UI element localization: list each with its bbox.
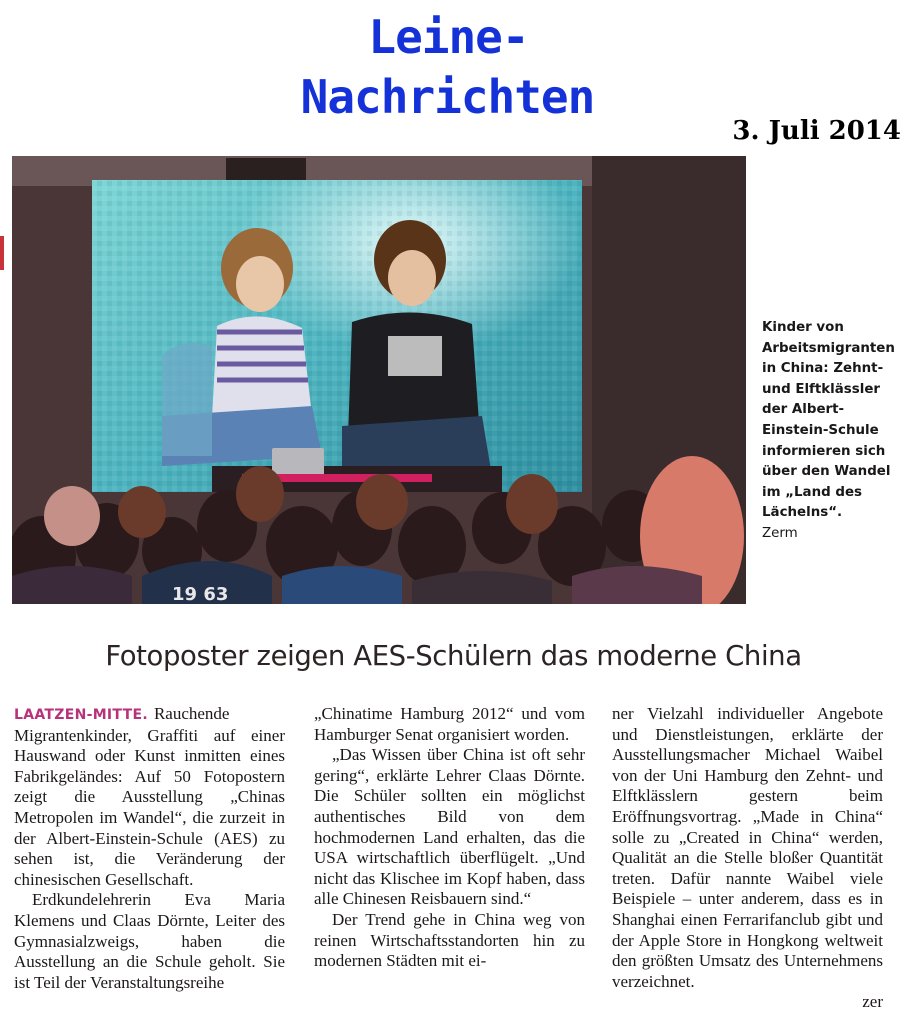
edge-marker xyxy=(0,236,4,270)
article-headline: Fotoposter zeigen AES-Schülern das moderne China xyxy=(105,640,802,672)
article-column-1 xyxy=(14,704,285,993)
paragraph xyxy=(14,704,285,890)
caption-text: Kinder von Arbeitsmigranten in China: Zehnt- und Elftklässler der Albert-Einstein-Schule informieren sich über den Wandel im „Land des Lächelns“. xyxy=(762,320,895,521)
publication-date: 3. Juli 2014 xyxy=(732,116,901,146)
paragraph-text: Rauchende Migrantenkinder, Graffiti auf einer Hauswand oder Kunst inmitten eines Fabrikgeländes: Auf 50 Fotopostern zeigt die Ausstellung „Chinas Metropolen im Wandel“, die zurzeit in der Albert-Einstein-Schule (AES) zu sehen ist, die Veränderung der chinesischen Gesellschaft. xyxy=(14,704,285,889)
masthead-line-2: Nachrichten xyxy=(300,70,595,124)
article-column-2 xyxy=(314,704,585,972)
paragraph: ner Vielzahl individueller Angebote und Dienstleistungen, erklärte der Ausstellungsmacher Michael Waibel von der Uni Hamburg den Zehnt- und Elftklässlern gestern beim Eröffnungsvortrag. „Made in China“ solle zu „Created in China“ werden, Qualität an die Stelle bloßer Quantität treten. Dafür nannte Waibel viele Beispiele – unter anderem, dass es in Shanghai einen Ferrarifanclub gibt und der Apple Store in Hongkong weltweit den größten Umsatz des Unternehmens verzeichnet. xyxy=(612,704,883,991)
paragraph: Erdkundelehrerin Eva Maria Klemens und Claas Dörnte, Leiter des Gymnasialzweigs, haben die Ausstellung an die Schule geholt. Sie ist Teil der Veranstaltungsreihe xyxy=(14,890,285,992)
masthead-line-1: Leine- xyxy=(368,10,529,64)
paragraph: Der Trend gehe in China weg von reinen Wirtschaftsstandorten hin zu modernen Städten mit ei- xyxy=(314,909,585,971)
shirt-print: 19 63 xyxy=(172,584,229,604)
paragraph: „Chinatime Hamburg 2012“ und vom Hamburger Senat organisiert worden. xyxy=(314,704,585,744)
photo-credit: Zerm xyxy=(762,525,798,541)
laptop-icon xyxy=(272,448,324,478)
paragraph: „Das Wissen über China ist oft sehr gering“, erklärte Lehrer Claas Dörnte. Die Schüler sollten ein möglichst authentisches Bild von dem hochmodernen Land erhalten, das die USA wirtschaftlich überflügelt. „Und nicht das Klischee im Kopf haben, dass alle Chinesen Reisbauern sind.“ xyxy=(314,745,585,909)
article-column-3 xyxy=(612,704,883,1013)
author-abbreviation: zer xyxy=(862,992,883,1012)
article-photo xyxy=(12,156,746,604)
dateline: LAATZEN-MITTE. xyxy=(14,707,148,723)
photo-caption xyxy=(762,318,902,545)
